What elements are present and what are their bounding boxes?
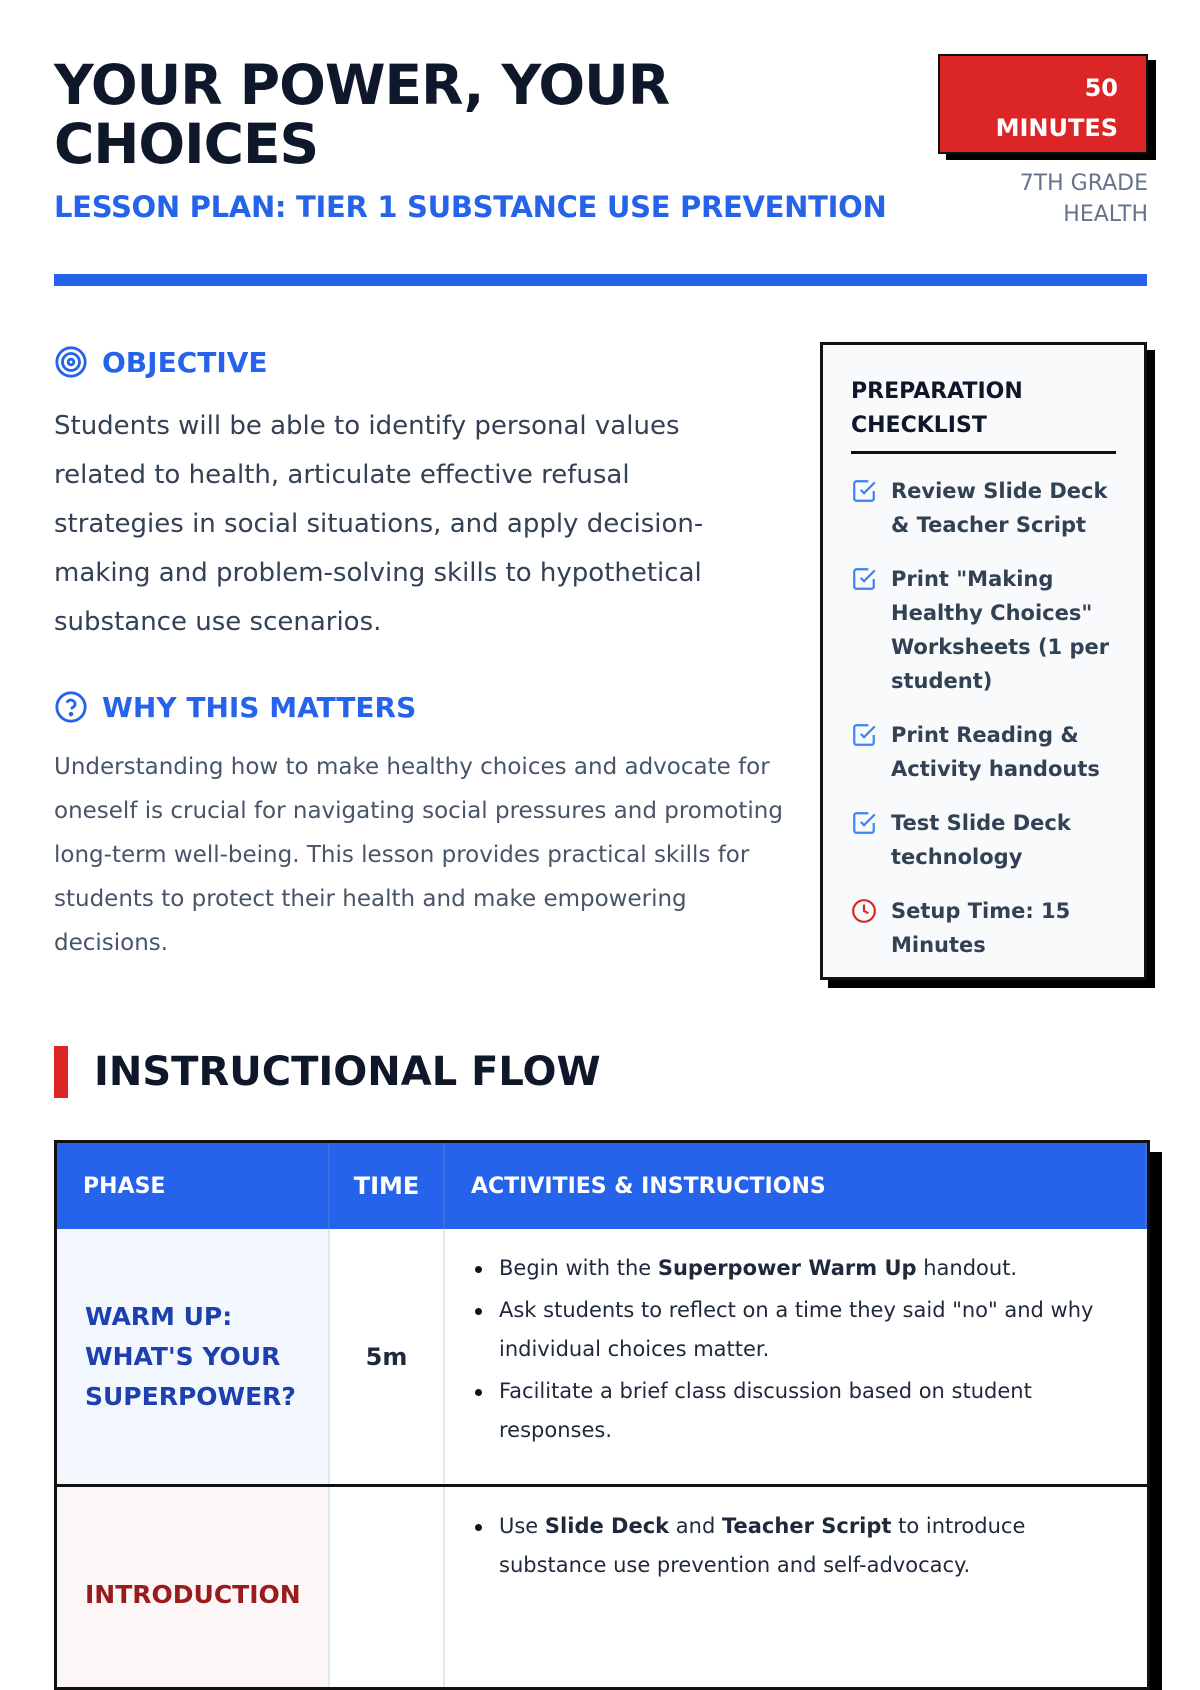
phase-cell: WARM UP: WHAT'S YOUR SUPERPOWER? xyxy=(57,1229,330,1484)
flow-heading xyxy=(54,1046,601,1098)
checkbox-checked-icon xyxy=(851,722,877,748)
why-heading xyxy=(54,690,416,724)
header-divider xyxy=(54,274,1147,286)
page-subtitle: LESSON PLAN: TIER 1 SUBSTANCE USE PREVENTION xyxy=(54,190,887,224)
checklist-item-label: Print Reading & Activity handouts xyxy=(891,723,1100,781)
page-title: YOUR POWER, YOUR CHOICES xyxy=(54,53,670,176)
table-row xyxy=(57,1229,1147,1487)
activity-text: and xyxy=(669,1514,722,1538)
objective-heading-text: OBJECTIVE xyxy=(102,345,268,379)
subject-text: HEALTH xyxy=(1063,202,1148,227)
column-header: ACTIVITIES & INSTRUCTIONS xyxy=(445,1143,1147,1229)
duration-number: 50 xyxy=(1084,74,1118,102)
activities-cell xyxy=(445,1487,1147,1687)
activity-item xyxy=(469,1507,1123,1585)
activity-item: Ask students to reflect on a time they said "no" and why individual choices matter. xyxy=(469,1291,1123,1369)
checkbox-checked-icon xyxy=(851,478,877,504)
activity-bold: Teacher Script xyxy=(721,1514,892,1538)
column-header: PHASE xyxy=(57,1143,330,1229)
target-icon xyxy=(54,345,88,379)
checklist-item-label: Print "Making Healthy Choices" Worksheets (1 per student) xyxy=(891,567,1110,693)
activities-cell xyxy=(445,1229,1147,1484)
table-row xyxy=(57,1487,1147,1687)
activity-bold: Slide Deck xyxy=(544,1514,670,1538)
why-heading-text: WHY THIS MATTERS xyxy=(102,690,417,724)
preparation-checklist xyxy=(820,342,1147,980)
checklist-item-label: Setup Time: 15 Minutes xyxy=(891,899,1071,957)
objective-text: Students will be able to identify personal values related to health, articulate effective refusal strategies in social situations, and apply decision-making and problem-solving skills to hypothetical substance use scenarios. xyxy=(54,411,704,637)
time-cell: 5m xyxy=(330,1229,445,1484)
table-header xyxy=(57,1143,1147,1229)
objective-heading xyxy=(54,345,268,379)
time-cell xyxy=(330,1487,445,1687)
activity-bold: Superpower Warm Up xyxy=(657,1256,917,1280)
duration-unit: MINUTES xyxy=(995,114,1118,142)
checklist-item-label: Test Slide Deck technology xyxy=(891,811,1071,869)
checkbox-checked-icon xyxy=(851,810,877,836)
column-header: TIME xyxy=(330,1143,445,1229)
activity-item: Facilitate a brief class discussion based on student responses. xyxy=(469,1372,1123,1450)
checklist-item xyxy=(851,806,1116,874)
activity-text: to introduce substance use prevention and self-advocacy. xyxy=(499,1514,1026,1577)
activity-text: Begin with the xyxy=(499,1256,658,1280)
phase-cell: INTRODUCTION xyxy=(57,1487,330,1687)
duration-badge xyxy=(938,54,1148,154)
activity-text: Use xyxy=(499,1514,545,1538)
checkbox-checked-icon xyxy=(851,566,877,592)
checklist-item xyxy=(851,718,1116,786)
checklist-item xyxy=(851,894,1116,962)
flow-heading-text: INSTRUCTIONAL FLOW xyxy=(94,1049,601,1095)
activity-item xyxy=(469,1249,1123,1288)
why-text: Understanding how to make healthy choices and advocate for oneself is crucial for navigating social pressures and promoting long-term well-being. This lesson provides practical skills for students to protect their health and make empowering decisions. xyxy=(54,754,783,956)
checklist-item xyxy=(851,474,1116,542)
clock-icon xyxy=(851,898,877,924)
heading-accent-bar xyxy=(54,1046,68,1098)
checklist-item xyxy=(851,562,1116,698)
checklist-heading: PREPARATION CHECKLIST xyxy=(851,375,1116,454)
grade-text: 7TH GRADE xyxy=(1019,171,1148,196)
grade-label xyxy=(1020,168,1148,230)
activity-text: handout. xyxy=(916,1256,1018,1280)
checklist-item-label: Review Slide Deck & Teacher Script xyxy=(891,479,1108,537)
instructional-flow-table xyxy=(54,1140,1150,1690)
help-circle-icon xyxy=(54,690,88,724)
